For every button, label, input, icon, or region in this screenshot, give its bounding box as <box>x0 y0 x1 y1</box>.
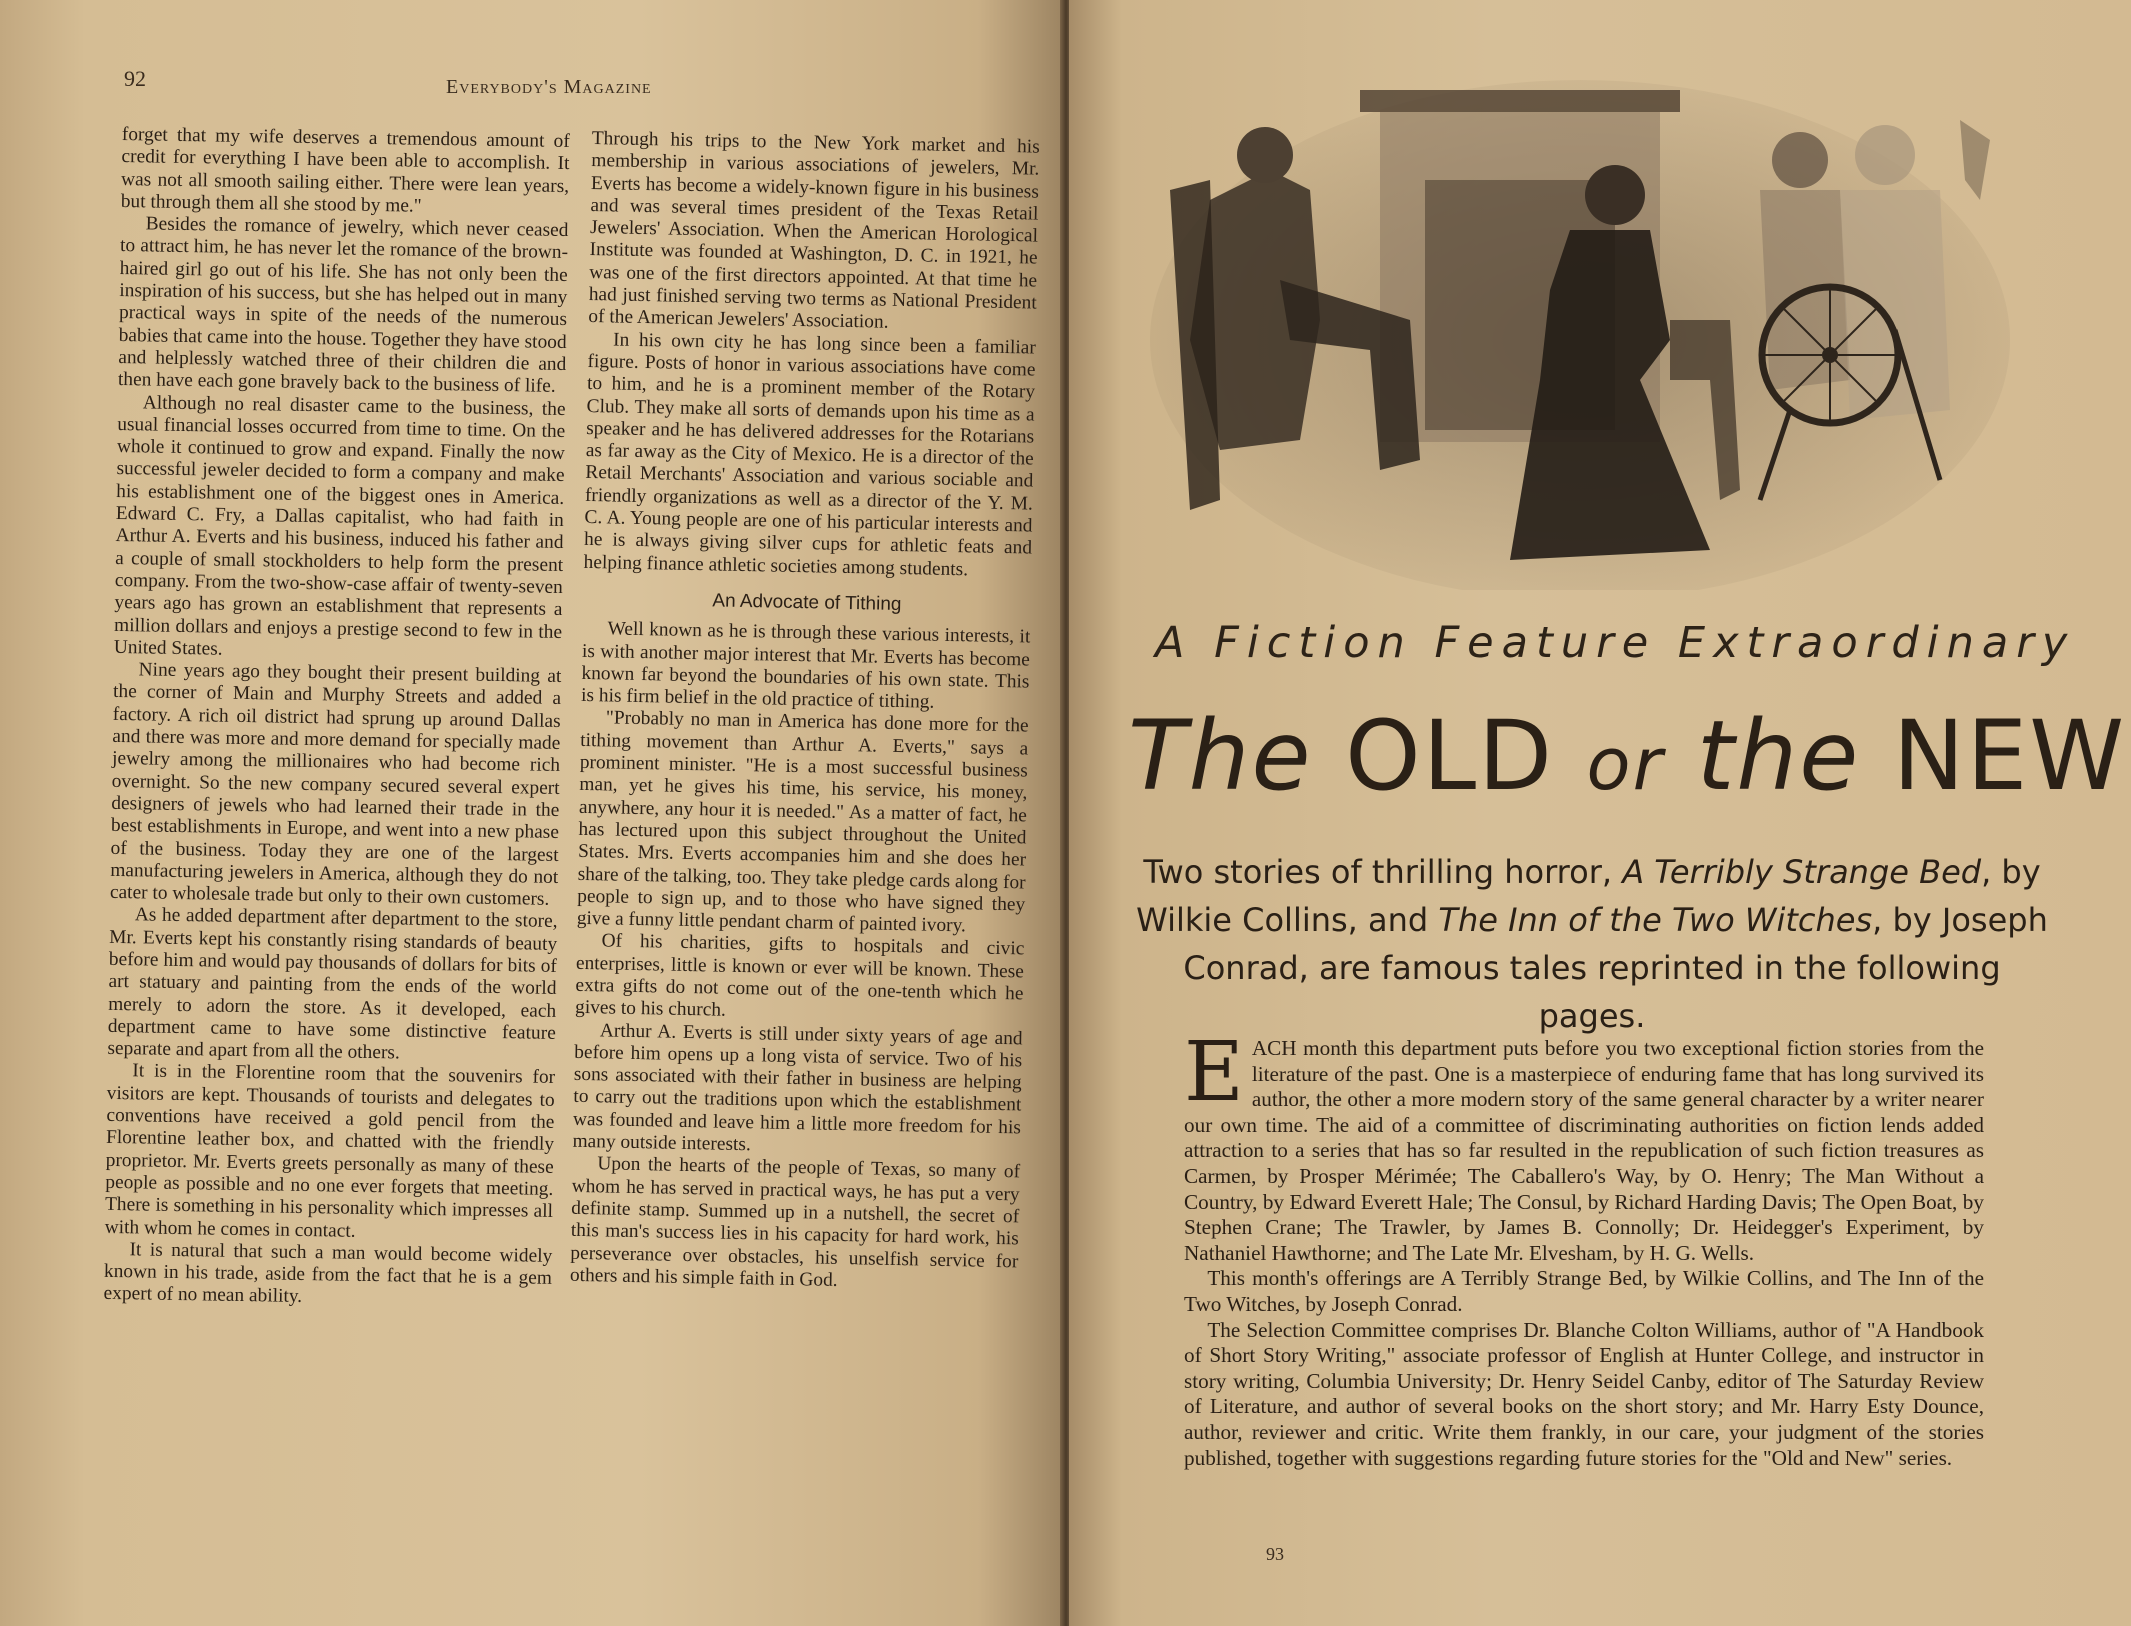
paragraph: Besides the romance of jewelry, which never ceased to attract him, he has never let the romance of the brown-haired girl go out of his life. She has not only been the inspiration of his success, but she has helped out in many practical ways in spite of the needs of the numerous babies that came into the house. Together they have stood and helplessly watched three of their children die and then have each gone bravely back to the business of life. <box>117 213 569 398</box>
story-title: A Terribly Strange Bed <box>1622 853 1982 891</box>
paragraph: The Selection Committee comprises Dr. Blanche Colton Williams, author of "A Handbook of Short Story Writing," associate professor of English at Hunter College, and instructor in story writing, Columbia University; Dr. Henry Seidel Canby, editor of The Saturday Review of Literature, and author of several books on the short story; and Mr. Harry Esty Dounce, author, reviewer and critic. Write them frankly, in our care, your judgment of the stories published, together with suggestions regarding future stories for the "Old and New" series. <box>1184 1317 1984 1470</box>
drop-cap: E <box>1184 1025 1244 1120</box>
title-word: NEW <box>1892 700 2127 812</box>
kicker-headline: A Fiction Feature Extraordinary <box>1155 618 2076 668</box>
page-number-right: 93 <box>1266 1544 1284 1564</box>
paragraph: This month's offerings are A Terribly Strange Bed, by Wilkie Collins, and The Inn of the Two Witches, by Joseph Conrad. <box>1184 1266 1984 1316</box>
section-subhead: An Advocate of Tithing <box>712 590 902 615</box>
deck-text: Two stories of thrilling horror, <box>1143 853 1623 891</box>
feature-deck <box>1128 848 2056 1040</box>
paragraph: Although no real disaster came to the business, the usual financial losses occurred from time to time. On the whole it continued to grow and expand. Finally the now successful jeweler decided to form a company and make his establishment one of the biggest ones in America. Edward C. Fry, a Dallas capitalist, who had faith in Arthur A. Everts and his business, induced his father and a couple of small stockholders to help form the present company. From the two-show-case affair of twenty-seven years ago has grown an establishment that represents a million dollars and enjoys a prestige second to few in the United States. <box>113 391 566 660</box>
title-word: OLD <box>1345 700 1555 812</box>
deck-text: , by Wilkie Collins, and <box>1136 853 2041 939</box>
feature-intro <box>1184 1025 1984 1471</box>
running-head: Everybody's Magazine <box>446 76 652 98</box>
paragraph: Through his trips to the New York market and his membership in various associations of jewelers, Mr. Everts has become a widely-known figure in his business and was several times president of the Texas Retail Jewelers' Association. When the American Horological Institute was founded at Washington, D. C. in 1921, he was one of the first directors appointed. At that time he had just finished serving two terms as National President of the American Jewelers' Association. <box>588 128 1040 334</box>
article-column-2 <box>570 128 1040 1296</box>
feature-title <box>1128 700 2127 812</box>
story-title: The Inn of the Two Witches <box>1438 901 1873 939</box>
paragraph: Arthur A. Everts is still under sixty years of age and before him opens up a long vista of service. Two of his sons associated with their father in business are helping to carry out the traditions upon which the establishment was founded and leave him a little more freedom for his many outside interests. <box>572 1019 1023 1156</box>
left-page <box>0 0 1063 1626</box>
fireside-illustration <box>1150 80 2010 590</box>
title-word: The <box>1128 700 1313 812</box>
paragraph: forget that my wife deserves a tremendous amount of credit for everything I have been able to accomplish. It was not all smooth sailing either. There were lean years, but through them all she stood by me." <box>120 124 570 217</box>
paragraph: As he added department after department to the store, Mr. Everts kept his constantly rising standards of beauty before him and would pay thousands of dollars for bits of art statuary and painting from the ends of the world merely to adorn the store. As it developed, each department came to have some distinctive feature separate and apart from all the others. <box>107 904 558 1064</box>
deck-text: , by Joseph Conrad, are famous tales reprinted in the following pages. <box>1183 901 2048 1035</box>
paragraph: Of his charities, gifts to hospitals and civic enterprises, little is known or ever will be known. These extra gifts do not come out of the one-tenth which he gives to his church. <box>574 930 1025 1022</box>
paragraph: Well known as he is through these various interests, it is with another major interest that Mr. Everts has become known far beyond the boundaries of his own state. This is his firm belief in the old practice of tithing. <box>580 618 1031 713</box>
paragraph: Upon the hearts of the people of Texas, so many of whom he has served in practical ways, he has put a very definite stamp. Summed up in a nutshell, the secret of this man's success lies in his capacity for hard work, his perseverance over obstacles, his unselfish service for others and his simple faith in God. <box>569 1153 1021 1291</box>
paragraph <box>1184 1025 1984 1266</box>
article-column-1 <box>103 124 570 1313</box>
paragraph: It is natural that such a man would become widely known in his trade, aside from the fact that he is a gem expert of no mean ability. <box>103 1239 553 1308</box>
title-word: or <box>1586 722 1665 806</box>
paragraph: Nine years ago they bought their present building at the corner of Main and Murphy Streets and added a factory. A rich oil district had sprung up around Dallas and there was more and more demand for specially made jewelry among the millionaires who had become rich overnight. So the new company secured several expert designers of jewels who had learned their trade in the best establishments in Europe, and went into a new phase of the business. Today they are one of the largest manufacturing jewelers in America, although they do not cater to wholesale trade but only to their own customers. <box>109 659 562 910</box>
paragraph-text: ACH month this department puts before you two exceptional fiction stories from the literature of the past. One is a masterpiece of enduring fame that has long survived its author, the other a more modern story of the same general character by a writer nearer our own time. The aid of a committee of discriminating authorities on fiction lends added attraction to a series that has so far resulted in the republication of such fiction treasures as Carmen, by Prosper Mérimée; The Caballero's Way, by O. Henry; The Man Without a Country, by Edward Everett Hale; The Consul, by Richard Harding Davis; The Open Boat, by Stephen Crane; The Trawler, by James B. Connolly; Dr. Heidegger's Experiment, by Nathaniel Hawthorne; and The Late Mr. Elvesham, by H. G. Wells. <box>1184 1036 1984 1265</box>
page-number-left: 92 <box>124 66 146 91</box>
paragraph: "Probably no man in America has done more for the tithing movement than Arthur A. Everts," says a prominent minister. "He is a most successful business man, yet he gives his time, his service, his money, anywhere, any hour it is needed." As a matter of fact, he has lectured upon this subject throughout the United States. Mrs. Everts accompanies him and she does her share of the talking, too. They take pledge cards along for people to sign up, and to those who have signed they give a funny little pendant charm of painted ivory. <box>576 707 1029 937</box>
title-word: the <box>1696 700 1861 812</box>
paragraph: In his own city he has long since been a familiar figure. Posts of honor in various associations have come to him, and he is a prominent member of the Rotary Club. They make all sorts of demands upon his time as a speaker and he has delivered addresses for the Rotarians as far away as the City of Mexico. He is a director of the Retail Merchants' Association and various sociable and friendly organizations as well as a director of the Y. M. C. A. Young people are one of his particular interests and he is always giving silver cups for athletic feats and helping finance athletic societies among students. <box>583 329 1037 580</box>
paragraph: It is in the Florentine room that the souvenirs for visitors are kept. Thousands of tourists and delegates to conventions have received a gold pencil from the Florentine leather box, and chatted with the friendly proprietor. Mr. Everts greets personally as many of these people as possible and no one ever forgets that meeting. There is something in his personality which impresses all with whom he comes in contact. <box>104 1060 556 1242</box>
